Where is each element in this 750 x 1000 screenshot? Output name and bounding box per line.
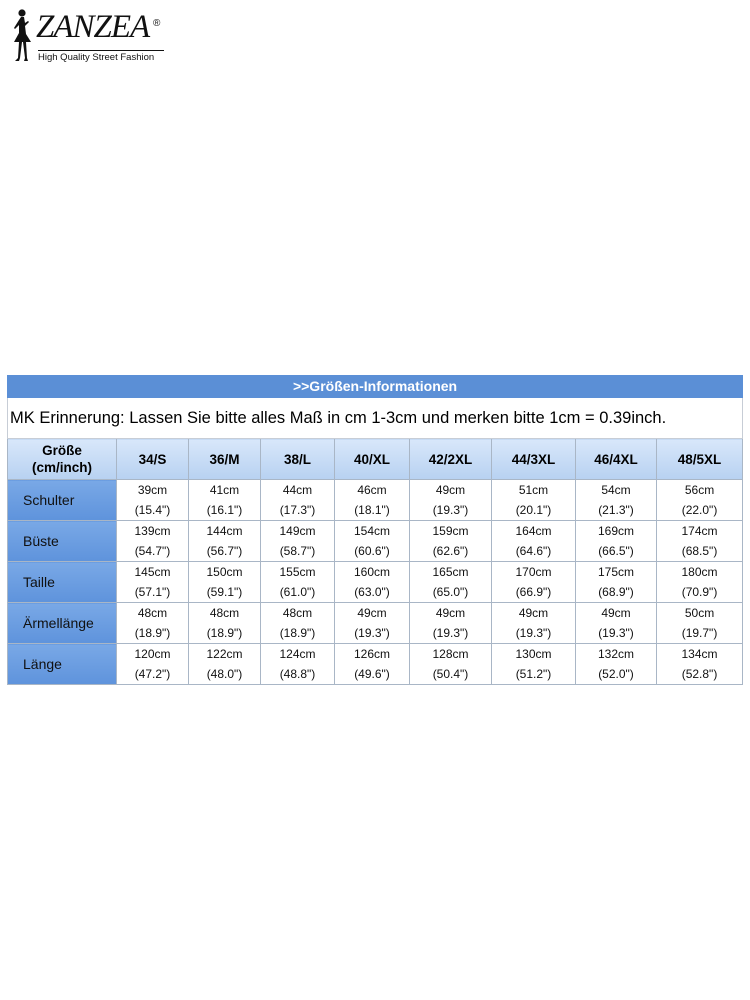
cm-value: 180cm [681, 565, 718, 579]
cm-value: 175cm [597, 565, 635, 579]
measurement-cell [492, 562, 576, 603]
inch-value: (70.9") [681, 585, 718, 599]
measurement-cell [410, 562, 492, 603]
registered-mark: ® [153, 18, 161, 29]
measurement-cell [492, 603, 576, 644]
inch-value: (64.6") [515, 544, 552, 558]
cm-value: 51cm [518, 483, 549, 497]
cm-value: 48cm [137, 606, 168, 620]
fashion-figure-icon [8, 8, 34, 62]
inch-value: (68.9") [598, 585, 634, 599]
measurement-cell [657, 603, 743, 644]
cm-value: 132cm [597, 647, 635, 661]
measurement-cell [657, 644, 743, 685]
measurement-cell [492, 521, 576, 562]
inch-value: (47.2") [134, 667, 171, 681]
inch-value: (48.8") [279, 667, 316, 681]
cm-value: 44cm [282, 483, 313, 497]
cm-value: 46cm [357, 483, 387, 497]
inch-value: (48.0") [206, 667, 243, 681]
measurement-cell [576, 644, 657, 685]
table-title: >>Größen-Informationen [8, 376, 743, 398]
measurement-cell [261, 521, 335, 562]
measurement-cell [576, 480, 657, 521]
measurement-cell [657, 521, 743, 562]
table-row [8, 562, 743, 603]
inch-value: (19.3") [598, 626, 634, 640]
cm-value: 145cm [134, 565, 171, 579]
brand-tagline: High Quality Street Fashion [38, 50, 164, 63]
measurement-cell [335, 603, 410, 644]
inch-value: (52.8") [681, 667, 718, 681]
cm-value: 39cm [137, 483, 168, 497]
cm-value: 49cm [435, 606, 466, 620]
cm-value: 155cm [279, 565, 316, 579]
measurement-cell [261, 562, 335, 603]
inch-value: (18.9") [134, 626, 171, 640]
size-header-unit: (cm/inch) [31, 460, 92, 475]
cm-value: 48cm [209, 606, 240, 620]
row-label: Büste [8, 521, 117, 562]
cm-value: 150cm [206, 565, 243, 579]
cm-value: 149cm [279, 524, 316, 538]
row-label: Länge [8, 644, 117, 685]
cm-value: 49cm [357, 606, 387, 620]
header-row [8, 439, 743, 480]
inch-value: (66.9") [515, 585, 552, 599]
cm-value: 54cm [601, 483, 631, 497]
measurement-cell [189, 480, 261, 521]
measurement-cell [576, 521, 657, 562]
measurement-cell [261, 644, 335, 685]
inch-value: (58.7") [279, 544, 316, 558]
cm-value: 126cm [353, 647, 391, 661]
inch-value: (61.0") [279, 585, 316, 599]
measurement-cell [410, 644, 492, 685]
measurement-cell [576, 562, 657, 603]
measurement-cell [576, 603, 657, 644]
cm-value: 164cm [515, 524, 552, 538]
size-column-header: 48/5XL [657, 439, 743, 480]
inch-value: (19.3") [432, 503, 469, 517]
row-label: Schulter [8, 480, 117, 521]
size-column-header: 44/3XL [492, 439, 576, 480]
inch-value: (18.9") [279, 626, 316, 640]
inch-value: (19.7") [681, 626, 718, 640]
table-row [8, 521, 743, 562]
inch-value: (56.7") [206, 544, 243, 558]
cm-value: 134cm [681, 647, 718, 661]
measurement-cell [261, 603, 335, 644]
cm-value: 128cm [432, 647, 469, 661]
cm-value: 160cm [353, 565, 391, 579]
brand-name: ZANZEA [36, 9, 150, 45]
table-body [8, 480, 743, 685]
table-row [8, 644, 743, 685]
size-chart-table [7, 375, 743, 685]
inch-value: (19.3") [354, 626, 390, 640]
row-label: Ärmellänge [8, 603, 117, 644]
inch-value: (17.3") [279, 503, 316, 517]
inch-value: (20.1") [515, 503, 552, 517]
inch-value: (18.1") [354, 503, 390, 517]
inch-value: (22.0") [681, 503, 718, 517]
size-column-header: 46/4XL [576, 439, 657, 480]
row-label: Taille [8, 562, 117, 603]
inch-value: (63.0") [354, 585, 390, 599]
measurement-cell [492, 644, 576, 685]
cm-value: 170cm [515, 565, 552, 579]
measurement-cell [657, 562, 743, 603]
cm-value: 122cm [206, 647, 243, 661]
measurement-note: MK Erinnerung: Lassen Sie bitte alles Maß in cm 1-3cm und merken bitte 1cm = 0.39inch. [8, 398, 743, 439]
measurement-cell [117, 644, 189, 685]
inch-value: (68.5") [681, 544, 718, 558]
cm-value: 48cm [282, 606, 313, 620]
measurement-cell [335, 521, 410, 562]
inch-value: (19.3") [432, 626, 469, 640]
measurement-cell [189, 562, 261, 603]
inch-value: (65.0") [432, 585, 469, 599]
measurement-cell [335, 480, 410, 521]
measurement-cell [117, 603, 189, 644]
inch-value: (18.9") [206, 626, 243, 640]
size-column-header: 34/S [117, 439, 189, 480]
cm-value: 50cm [684, 606, 715, 620]
cm-value: 144cm [206, 524, 243, 538]
cm-value: 41cm [209, 483, 240, 497]
measurement-cell [335, 562, 410, 603]
measurement-cell [410, 603, 492, 644]
cm-value: 139cm [134, 524, 171, 538]
measurement-cell [335, 644, 410, 685]
measurement-cell [117, 521, 189, 562]
cm-value: 159cm [432, 524, 469, 538]
cm-value: 174cm [681, 524, 718, 538]
cm-value: 49cm [435, 483, 466, 497]
size-column-header: 36/M [189, 439, 261, 480]
inch-value: (51.2") [515, 667, 552, 681]
cm-value: 124cm [279, 647, 316, 661]
size-column-header: 42/2XL [410, 439, 492, 480]
inch-value: (19.3") [515, 626, 552, 640]
measurement-cell [410, 480, 492, 521]
measurement-cell [189, 603, 261, 644]
cm-value: 130cm [515, 647, 552, 661]
inch-value: (52.0") [598, 667, 634, 681]
size-header-cell [8, 439, 117, 480]
inch-value: (54.7") [134, 544, 171, 558]
cm-value: 169cm [597, 524, 635, 538]
inch-value: (49.6") [354, 667, 390, 681]
table-row [8, 480, 743, 521]
measurement-cell [189, 521, 261, 562]
measurement-cell [410, 521, 492, 562]
measurement-cell [657, 480, 743, 521]
inch-value: (62.6") [432, 544, 469, 558]
inch-value: (50.4") [432, 667, 469, 681]
inch-value: (60.6") [354, 544, 390, 558]
inch-value: (15.4") [134, 503, 171, 517]
cm-value: 49cm [518, 606, 549, 620]
cm-value: 56cm [684, 483, 715, 497]
cm-value: 49cm [601, 606, 631, 620]
measurement-cell [261, 480, 335, 521]
measurement-cell [117, 480, 189, 521]
measurement-cell [189, 644, 261, 685]
cm-value: 165cm [432, 565, 469, 579]
size-column-header: 40/XL [335, 439, 410, 480]
inch-value: (66.5") [598, 544, 634, 558]
cm-value: 154cm [353, 524, 391, 538]
table-row [8, 603, 743, 644]
size-column-header: 38/L [261, 439, 335, 480]
inch-value: (57.1") [134, 585, 171, 599]
inch-value: (21.3") [598, 503, 634, 517]
size-header-label: Größe [42, 443, 82, 458]
measurement-cell [117, 562, 189, 603]
measurement-cell [492, 480, 576, 521]
inch-value: (16.1") [206, 503, 243, 517]
inch-value: (59.1") [206, 585, 243, 599]
cm-value: 120cm [134, 647, 171, 661]
brand-logo [8, 8, 168, 64]
